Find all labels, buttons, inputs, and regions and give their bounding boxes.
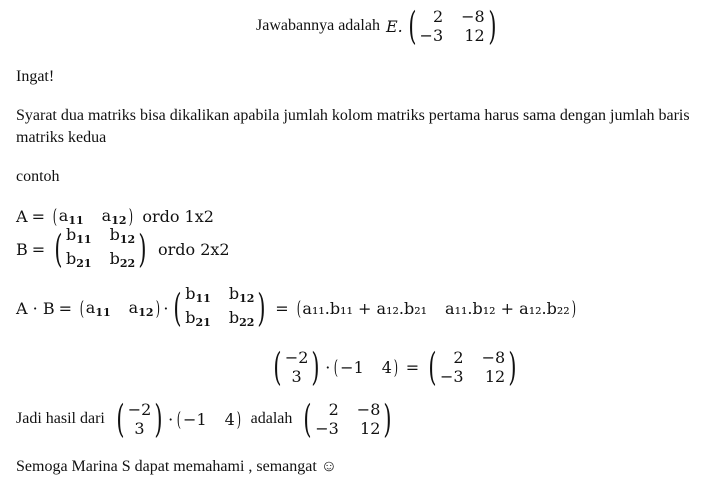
matrix-a: ( $a_{11}$ $a_{12}$ ) (52, 204, 133, 228)
answer-line (256, 6, 502, 46)
answer-letter: E. (385, 16, 403, 36)
closing-line: Semoga Marina S dapat memahami , semangat ☺ (16, 458, 338, 475)
matrix-b-definition: B = ( $b_{11}$ $b_{12}$ $b_{21}$ $b_{22}$ ) ordo 2x2 (16, 224, 230, 271)
calc-row-matrix: ( −1 4 ) (334, 355, 398, 379)
product-result: ( a₁₁.b₁₁ + a₁₂.b₂₁ a₁₁.b₁₂ + a₁₂.b₂₂ ) (296, 296, 576, 320)
conclusion-row-matrix: ( −1 4 ) (176, 407, 241, 431)
matrix-b: ( $b_{11}$ $b_{12}$ $b_{21}$ $b_{22}$ ) (54, 224, 147, 271)
calc-result-matrix: ( 2 −8 −3 12 ) (428, 345, 517, 389)
conclusion-result-matrix: ( 2 −8 −3 12 ) (303, 397, 392, 441)
product-matrix-b: ( $b_{11}$ $b_{12}$ $b_{21}$ $b_{22}$ ) (173, 283, 266, 330)
conclusion-column-matrix: ( −2 3 ) (116, 397, 163, 441)
contoh-label: contoh (16, 168, 60, 185)
rule-paragraph: Syarat dua matriks bisa dikalikan apabila jumlah kolom matriks pertama harus sama dengan jumlah baris matriks kedua (16, 107, 690, 146)
conclusion-line: Jadi hasil dari ( −2 3 ) · ( −1 4 ) adalah ( 2 −8 −3 12 ) (16, 398, 397, 440)
answer-text: Jawabannya adalah (256, 17, 380, 34)
ingat-heading: Ingat! (16, 68, 55, 85)
ordo-a: ordo 1x2 (142, 206, 214, 226)
answer-matrix: ( 2 −8 −3 12 ) (408, 4, 497, 48)
calc-column-matrix: ( −2 3 ) (273, 345, 320, 389)
product-matrix-a: ( $a_{11}$ $a_{12}$ ) (79, 296, 160, 320)
product-formula: A · B = ( $a_{11}$ $a_{12}$ ) · ( $b_{11}$ $b_{12}$ $b_{21}$ $b_{22}$ ) = ( a₁₁.b₁₁ + a₁₂.b₂₁ a₁₁.b₁₂ + a₁₂.b₂₂ ) (16, 283, 576, 330)
ordo-b: ordo 2x2 (157, 239, 230, 259)
matrix-a-definition: A = ( $a_{11}$ $a_{12}$ ) ordo 1x2 (16, 204, 214, 228)
calculation-line: ( −2 3 ) · ( −1 4 ) = ( 2 −8 −3 12 ) (268, 346, 522, 388)
